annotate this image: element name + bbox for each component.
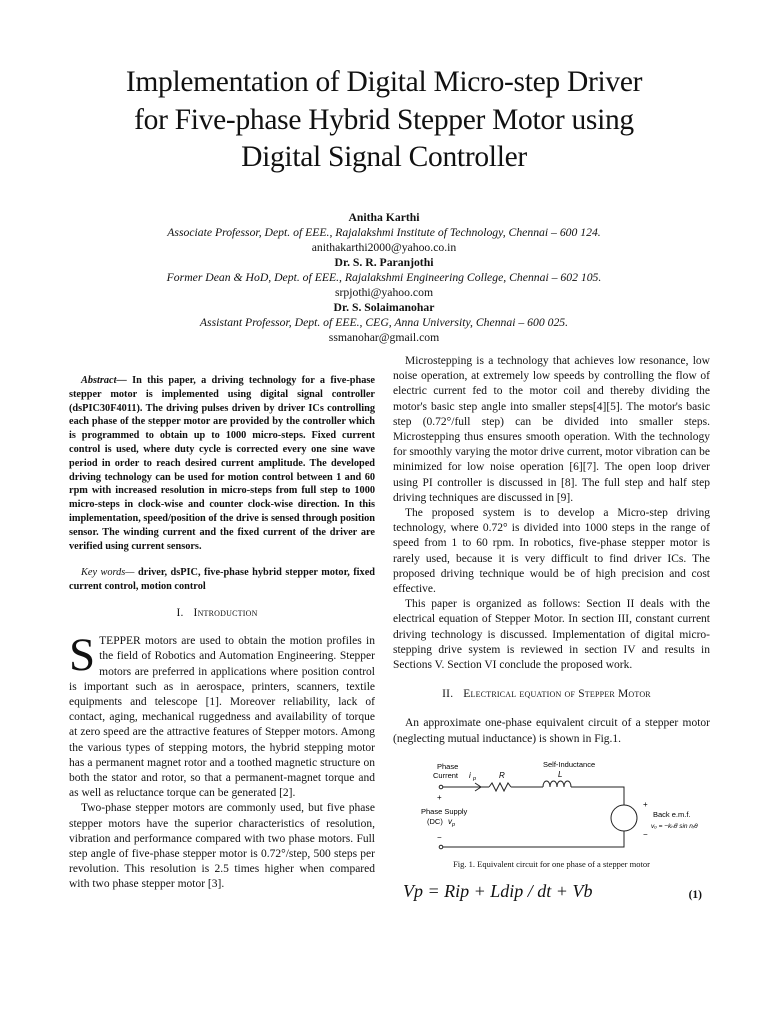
author-name: Anitha Karthi [348, 211, 420, 224]
back-emf-equation: vₒ = −kₕθ̇ sin nᵣθ [651, 822, 698, 830]
abstract-text: In this paper, a driving technology for a five-phase stepper motor is implemented using digital signal controller (dsPIC30F4011). The driving pulses driven by driver ICs controlling each phase of the stepper motor are provided by the controller which is programmed to obtain up to 1000 micro-steps. Fixed current control is used, where duty cycle is corrected every one sine wave period in order to reach desired current amplitude. The developed driving technology can be used for motion control between 1 and 60 rpm with increased resolution in micro-steps from full step to 1000 micro-steps in clock-wise and counter clock-wise direction. In this implementation, speed/position of the drive is sensed through position sensor. The winding current and the fixed current of the driver are verified using current sensors. [69, 375, 375, 552]
ip-label: i [469, 770, 471, 780]
vp-label: v [448, 816, 452, 826]
minus-sign: − [437, 832, 442, 842]
right-column [393, 354, 710, 912]
section-title: Electrical equation of Stepper Motor [463, 688, 651, 701]
terminal-icon [439, 785, 443, 789]
keywords [69, 566, 375, 594]
section-heading [393, 687, 710, 702]
equation-expression: Vp = Rip + Ldip / dt + Vb [403, 880, 593, 901]
intro-text: TEPPER motors are used to obtain the motion profiles in the field of Robotics and Automation Engineering. Stepper motors are preferred in applications where position control is important such as in aerospace, printers, scanners, textile equipments and telescope [1]. Moreover reliability, lack of contact, aging, mechanical ruggedness and availability of torque at zero speed are the attractive features of Stepper motors. Among the various types of stepping motors, the hybrid stepping motor has a permanent magnet rotor and a toothed magnetic structure on both the stator and rotor, so that a permanent-magnet torque and as well as reluctance torque can be generated [2]. [69, 635, 375, 800]
author-affiliation: Former Dean & HoD, Dept. of EEE., Rajalakshmi Engineering College, Chennai – 602 105. [166, 271, 602, 284]
keywords-label: Key words— [81, 567, 135, 579]
resistor-symbol [489, 783, 511, 791]
paper-title [60, 64, 708, 177]
section-title: Introduction [193, 606, 258, 619]
author-name: Dr. S. R. Paranjothi [334, 256, 434, 269]
paragraph: The proposed system is to develop a Micro-step driving technology, where 0.72° is divided into 1000 steps in the range of speed from 1 to 60 rpm. In robotics, five-phase stepper motor is rarely used, because it is very difficult to find driver ICs. The proposed driving technique would be of high precision and cost effective. [393, 507, 710, 596]
author-email[interactable]: srpjothi@yahoo.com [334, 286, 434, 299]
equivalent-circuit-figure [393, 757, 710, 857]
figure-caption: Fig. 1. Equivalent circuit for one phase of a stepper motor [453, 858, 650, 869]
paragraph: This paper is organized as follows: Section II deals with the electrical equation of Stepper Motor. In section III, constant current driving technology is discussed. Implementation of digital micro-stepping drive system is reviewed in section IV and results in Sections V. Section VI conclude the proposed work. [393, 598, 710, 672]
terminal-icon [439, 845, 443, 849]
self-inductance-label: Self-Inductance [543, 759, 596, 769]
equation-number: (1) [688, 888, 702, 901]
author-affiliation: Associate Professor, Dept. of EEE., Rajalakshmi Institute of Technology, Chennai – 600 124. [167, 226, 601, 239]
wire [571, 787, 624, 805]
paragraph: Microstepping is a technology that achieves low resonance, low noise operation, at extremely low speeds by controlling the flow of electric current fed to the motor coil and thereby dividing the motor's basic step angle into smaller steps[4][5]. The motor's basic step (0.72°/full step) can be divided into smaller steps. Microstepping thus ensures smooth operation. With the technology for smoothly varying the motor drive current, motor vibration can be minimized for low noise operation [6][7]. The open loop driver using PI controller is discussed in [8]. The full step and half step driving techniques are discussed in [9]. [393, 355, 710, 504]
keywords-text: driver, dsPIC, five-phase hybrid stepper motor, fixed current control, motion control [69, 567, 375, 593]
inductor-label: L [558, 769, 563, 779]
resistor-label: R [499, 770, 505, 780]
emf-minus-sign: − [643, 829, 648, 839]
phase-current-label: Phase [437, 761, 459, 771]
section-number: I. [176, 606, 184, 619]
emf-plus-sign: + [643, 799, 648, 809]
vp-subscript: p [452, 821, 456, 828]
title-line-2: for Five-phase Hybrid Stepper Motor using [134, 103, 634, 136]
dropcap: S [69, 629, 96, 682]
author-name: Dr. S. Solaimanohar [333, 301, 435, 314]
intro-paragraph-1 [69, 629, 375, 801]
author-email[interactable]: ssmanohar@gmail.com [328, 331, 440, 344]
paragraph: An approximate one-phase equivalent circuit of a stepper motor (neglecting mutual inductance) is shown in Fig.1. [393, 717, 710, 745]
ip-subscript: p [473, 775, 477, 782]
equation-1 [393, 882, 710, 912]
section-number: II. [442, 688, 454, 701]
back-emf-source-symbol [611, 805, 637, 831]
section-heading [69, 606, 375, 621]
phase-current-label-2: Current [433, 770, 459, 780]
left-column [69, 354, 375, 893]
dc-label: (DC) [427, 816, 443, 826]
abstract-label: Abstract— [81, 375, 127, 386]
author-affiliation: Assistant Professor, Dept. of EEE., CEG, Anna University, Chennai – 600 025. [199, 316, 569, 329]
back-emf-label: Back e.m.f. [653, 809, 691, 819]
abstract [69, 374, 375, 553]
phase-supply-label: Phase Supply [421, 806, 468, 816]
wire [441, 831, 624, 847]
inductor-symbol [543, 781, 571, 787]
plus-sign: + [437, 792, 442, 802]
title-line-3: Digital Signal Controller [241, 141, 527, 173]
author-block [40, 210, 728, 345]
title-line-1: Implementation of Digital Micro-step Driver [125, 66, 643, 98]
author-email[interactable]: anithakarthi2000@yahoo.co.in [311, 241, 457, 254]
intro-paragraph-2: Two-phase stepper motors are commonly used, but five phase stepper motors have the superior characteristics of resolution, vibration and performance compared with two phase motors. Full step angle of five-phase stepper motor is 0.72°/step, 500 steps per revolution. This resolution is 2.5 times higher when compared with two phase stepper motor [3]. [69, 802, 375, 891]
